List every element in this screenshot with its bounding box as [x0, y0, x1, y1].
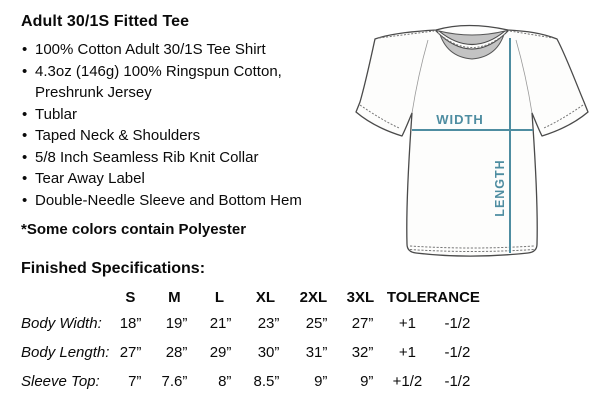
cell-value: 9” — [360, 373, 374, 390]
size-table — [21, 285, 483, 396]
feature-item: • 100% Cotton Adult 30/1S Tee Shirt — [21, 39, 325, 61]
cell-value: 31” — [305, 344, 328, 361]
cell-value: 8.5” — [253, 373, 280, 390]
product-info — [21, 13, 325, 238]
column-header-l: L — [214, 288, 224, 306]
tolerance-plus: +1 — [398, 344, 416, 361]
feature-item: • Taped Neck & Shoulders — [21, 125, 325, 147]
tolerance-minus: -1/2 — [444, 373, 471, 390]
cell-value: 21” — [209, 315, 232, 332]
feature-item: • Tear Away Label — [21, 168, 325, 190]
column-header-tolerance: TOLERANCE — [386, 288, 480, 306]
cell-value: 29” — [209, 344, 232, 361]
cell-value: 28” — [165, 344, 188, 361]
feature-item: • 4.3oz (146g) 100% Ringspun Cotton, Preshrunk Jersey — [21, 61, 325, 104]
table-header-row — [21, 285, 483, 309]
feature-item: • Double-Needle Sleeve and Bottom Hem — [21, 190, 325, 212]
tolerance-plus: +1/2 — [392, 373, 423, 390]
feature-item: • Tublar — [21, 104, 325, 126]
tshirt-body — [356, 26, 588, 257]
feature-list — [21, 39, 325, 211]
column-header-s: S — [125, 288, 136, 306]
tshirt-illustration — [330, 0, 598, 280]
polyester-note: *Some colors contain Polyester — [21, 221, 247, 238]
table-row-sleeve-top — [21, 367, 483, 396]
tshirt-diagram — [330, 0, 598, 280]
row-label: Body Width: — [21, 315, 102, 332]
width-label: WIDTH — [436, 112, 484, 127]
cell-value: 25” — [305, 315, 328, 332]
column-header-xl: XL — [255, 288, 275, 306]
tolerance-minus: -1/2 — [444, 315, 471, 332]
specs-heading: Finished Specifications: — [21, 260, 206, 277]
cell-value: 23” — [257, 315, 280, 332]
corner-cell — [21, 285, 109, 309]
tolerance-plus: +1 — [398, 315, 416, 332]
row-label: Body Length: — [21, 344, 110, 361]
cell-value: 18” — [119, 315, 142, 332]
column-header-2xl: 2XL — [299, 288, 328, 306]
feature-item: • 5/8 Inch Seamless Rib Knit Collar — [21, 147, 325, 169]
cell-value: 27” — [351, 315, 374, 332]
cell-value: 30” — [257, 344, 280, 361]
finished-specifications — [21, 260, 587, 396]
length-label: LENGTH — [493, 159, 507, 217]
column-header-3xl: 3XL — [346, 288, 375, 306]
cell-value: 7.6” — [161, 373, 188, 390]
page-title: Adult 30/1S Fitted Tee — [21, 13, 190, 30]
table-row-body-width — [21, 309, 483, 338]
cell-value: 7” — [128, 373, 142, 390]
cell-value: 32” — [351, 344, 374, 361]
cell-value: 8” — [218, 373, 232, 390]
row-label: Sleeve Top: — [21, 373, 100, 390]
cell-value: 27” — [119, 344, 142, 361]
cell-value: 9” — [314, 373, 328, 390]
tolerance-minus: -1/2 — [444, 344, 471, 361]
cell-value: 19” — [165, 315, 188, 332]
column-header-m: M — [168, 288, 181, 306]
table-row-body-length — [21, 338, 483, 367]
